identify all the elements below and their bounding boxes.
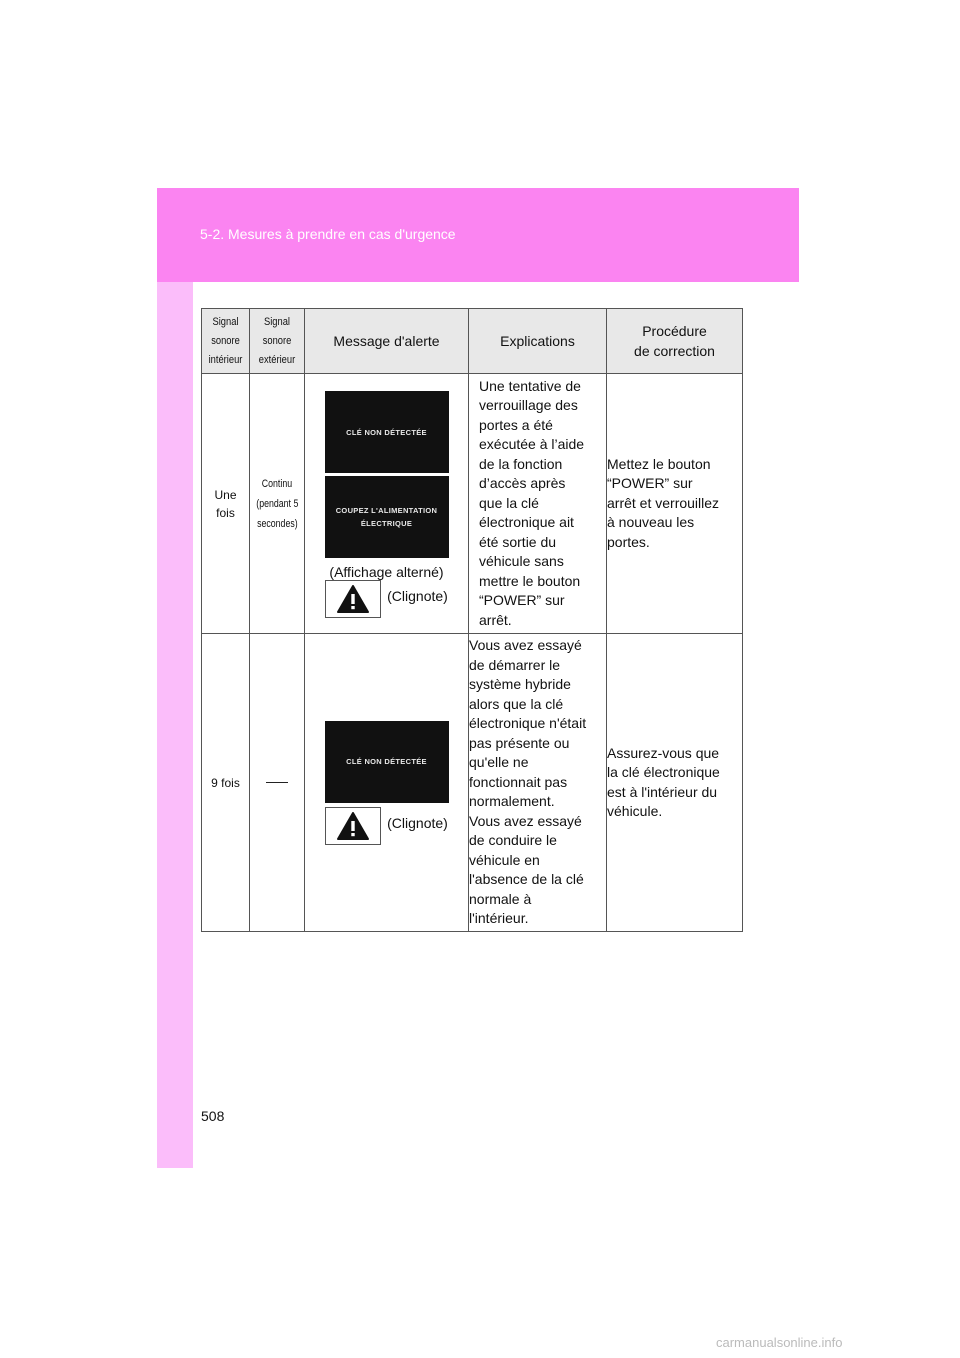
section-header-band <box>157 188 799 282</box>
header-interior-signal: Signal sonore intérieur <box>202 309 250 374</box>
table-header-row <box>202 309 743 374</box>
text-line: mettre le bouton <box>479 572 581 589</box>
no-signal-dash <box>266 782 288 783</box>
row1-procedure <box>607 374 743 634</box>
text-line: arrêt et verrouillez <box>607 494 720 511</box>
text-line: Vous avez essayé <box>469 812 582 829</box>
text-line: qu'elle ne <box>469 754 529 771</box>
text-line: la clé électronique <box>607 764 720 780</box>
text-line: l'intérieur. <box>469 910 529 927</box>
row2-interior-signal: 9 fois <box>202 634 250 932</box>
text-line: véhicule sans <box>479 553 564 570</box>
procedure-lines <box>607 744 742 822</box>
text-line: normale à <box>469 890 532 907</box>
text-line: de conduire le <box>469 832 557 849</box>
text-line: Vous avez essayé <box>469 637 582 654</box>
row1-exterior-signal: Continu (pendant 5 secondes) <box>250 374 305 634</box>
warning-triangle-icon <box>325 580 381 618</box>
explanation-lines <box>479 377 606 631</box>
page-number: 508 <box>201 1108 225 1124</box>
text-line: alors que la clé <box>469 695 564 712</box>
text-line: été sortie du <box>479 533 557 550</box>
explanation-lines <box>469 636 606 929</box>
display-screen-key-not-detected: CLÉ NON DÉTECTÉE <box>325 391 449 473</box>
table-row <box>202 374 743 634</box>
text-line: que la clé <box>479 494 539 511</box>
warning-label: (Clignote) <box>387 814 448 831</box>
text-line: de la fonction <box>479 455 563 472</box>
row2-exterior-signal <box>250 634 305 932</box>
header-exterior-signal: Signal sonore extérieur <box>250 309 305 374</box>
text-line: de démarrer le <box>469 656 561 673</box>
text-line: à nouveau les <box>607 514 695 531</box>
row1-message <box>305 374 469 634</box>
header-procedure: Procédure de correction <box>607 309 743 374</box>
text-line: Assurez-vous que <box>607 744 720 761</box>
header-explanations: Explications <box>469 309 607 374</box>
text-line: portes a été <box>479 416 553 433</box>
text-line: normalement. <box>469 793 555 810</box>
display-caption: (Affichage alterné) <box>329 564 444 580</box>
text-line: arrêt. <box>479 611 512 628</box>
text-line: pas présente ou <box>469 734 570 751</box>
text-line: Mettez le bouton <box>607 455 711 472</box>
warning-indicator <box>305 580 468 618</box>
display-screen-power-off: COUPEZ L'ALIMENTATION ÉLECTRIQUE <box>325 476 449 558</box>
side-margin-strip <box>157 282 193 1168</box>
text-line: l'absence de la clé <box>469 871 584 888</box>
header-message: Message d'alerte <box>305 309 469 374</box>
row2-message <box>305 634 469 932</box>
alert-table <box>201 308 743 932</box>
text-line: “POWER” sur <box>479 592 565 609</box>
table-row <box>202 634 743 932</box>
text-line: électronique ait <box>479 514 574 531</box>
text-line: véhicule en <box>469 851 540 868</box>
warning-label: (Clignote) <box>387 588 448 604</box>
text-line: véhicule. <box>607 803 663 819</box>
text-line: exécutée à l’aide <box>479 436 585 453</box>
text-line: verrouillage des <box>479 397 578 414</box>
text-line: portes. <box>607 533 650 550</box>
row1-explanation <box>469 374 607 634</box>
row2-explanation <box>469 634 607 932</box>
text-line: système hybride <box>469 676 571 693</box>
display-screen-key-not-detected: CLÉ NON DÉTECTÉE <box>325 721 449 803</box>
section-title: 5-2. Mesures à prendre en cas d'urgence <box>200 226 456 242</box>
row1-interior-signal: Une fois <box>202 374 250 634</box>
text-line: Une tentative de <box>479 377 581 394</box>
text-line: est à l'intérieur du <box>607 783 718 800</box>
text-line: “POWER” sur <box>607 475 693 492</box>
warning-indicator <box>305 807 468 845</box>
row2-procedure <box>607 634 743 932</box>
warning-triangle-icon <box>325 807 381 845</box>
text-line: fonctionnait pas <box>469 773 568 790</box>
text-line: d’accès après <box>479 475 566 492</box>
site-watermark: carmanualsonline.info <box>716 1335 843 1350</box>
procedure-lines <box>607 455 742 553</box>
text-line: électronique n'était <box>469 715 587 732</box>
